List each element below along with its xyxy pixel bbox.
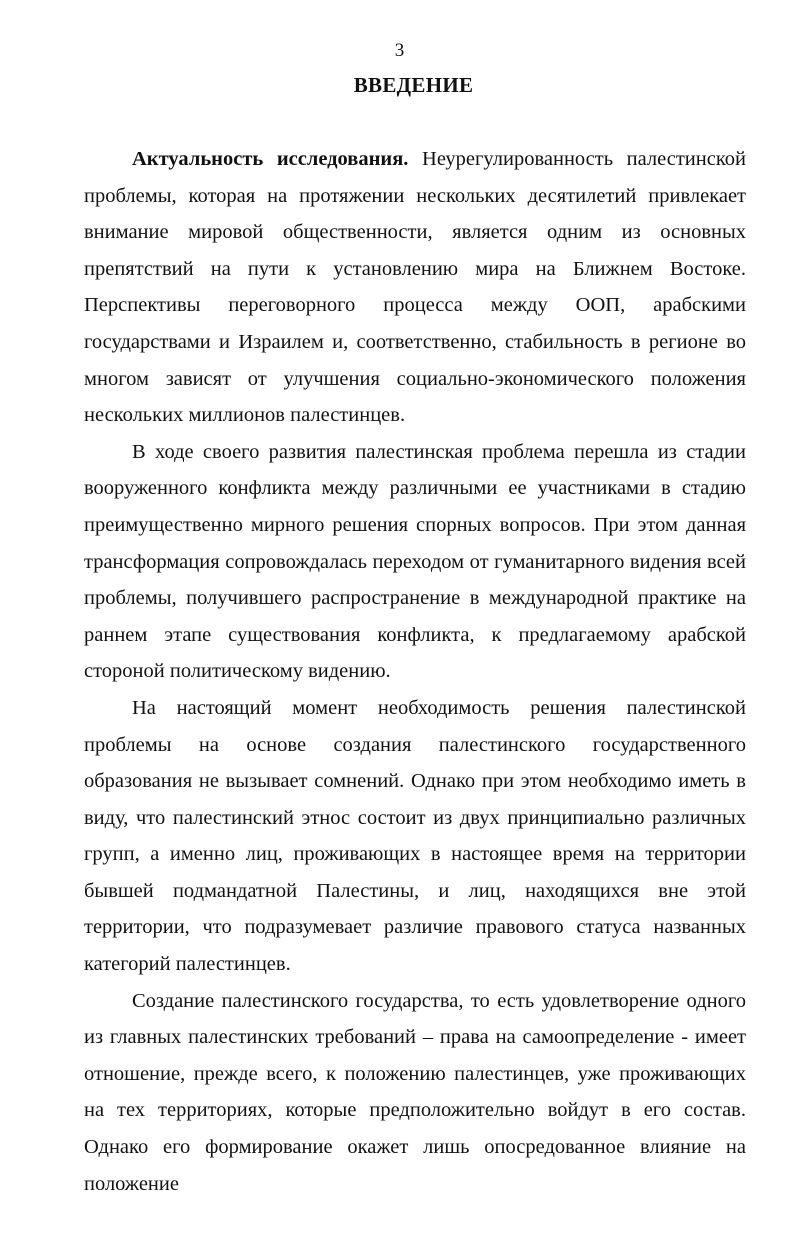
paragraph-state-creation: Создание палестинского государства, то есть удовлетворение одного из главных палестинских требований – права на самоопределение - имеет отношение, прежде всего, к положению палестинцев, уже проживающих на тех территориях, которые предположительно войдут в его состав. Однако его формирование окажет лишь опосредованное влияние на положение xyxy=(84,989,746,1195)
body-text xyxy=(84,141,746,1202)
paragraph-relevance xyxy=(84,141,746,434)
paragraph-current-moment: На настоящий момент необходимость решения палестинской проблемы на основе создания палестинского государственного образования не вызывает сомнений. Однако при этом необходимо иметь в виду, что палестинский этнос состоит из двух принципиально различных групп, а именно лиц, проживающих в настоящее время на территории бывшей подмандатной Палестины, и лиц, находящихся вне этой территории, что подразумевает различие правового статуса названных категорий палестинцев. xyxy=(84,696,746,976)
page-title: ВВЕДЕНИЕ xyxy=(353,73,474,97)
paragraph-lead: Актуальность исследования. xyxy=(132,148,409,170)
paragraph-text: Неурегулированность палестинской проблемы, которая на протяжении нескольких десятилетий привлекает внимание мировой общественности, является одним из основных препятствий на пути к установлению мира на Ближнем Востоке. Перспективы переговорного процесса между ООП, арабскими государствами и Израилем и, соответственно, стабильность в регионе во многом зависят от улучшения социально-экономического положения нескольких миллионов палестинцев. xyxy=(84,148,746,427)
paragraph-development: В ходе своего развития палестинская проблема перешла из стадии вооруженного конфликта между различными ее участниками в стадию преимущественно мирного решения спорных вопросов. При этом данная трансформация сопровождалась переходом от гуманитарного видения всей проблемы, получившего распространение в международной практике на раннем этапе существования конфликта, к предлагаемому арабской стороной политическому видению. xyxy=(84,440,746,683)
page-number: 3 xyxy=(394,40,405,61)
